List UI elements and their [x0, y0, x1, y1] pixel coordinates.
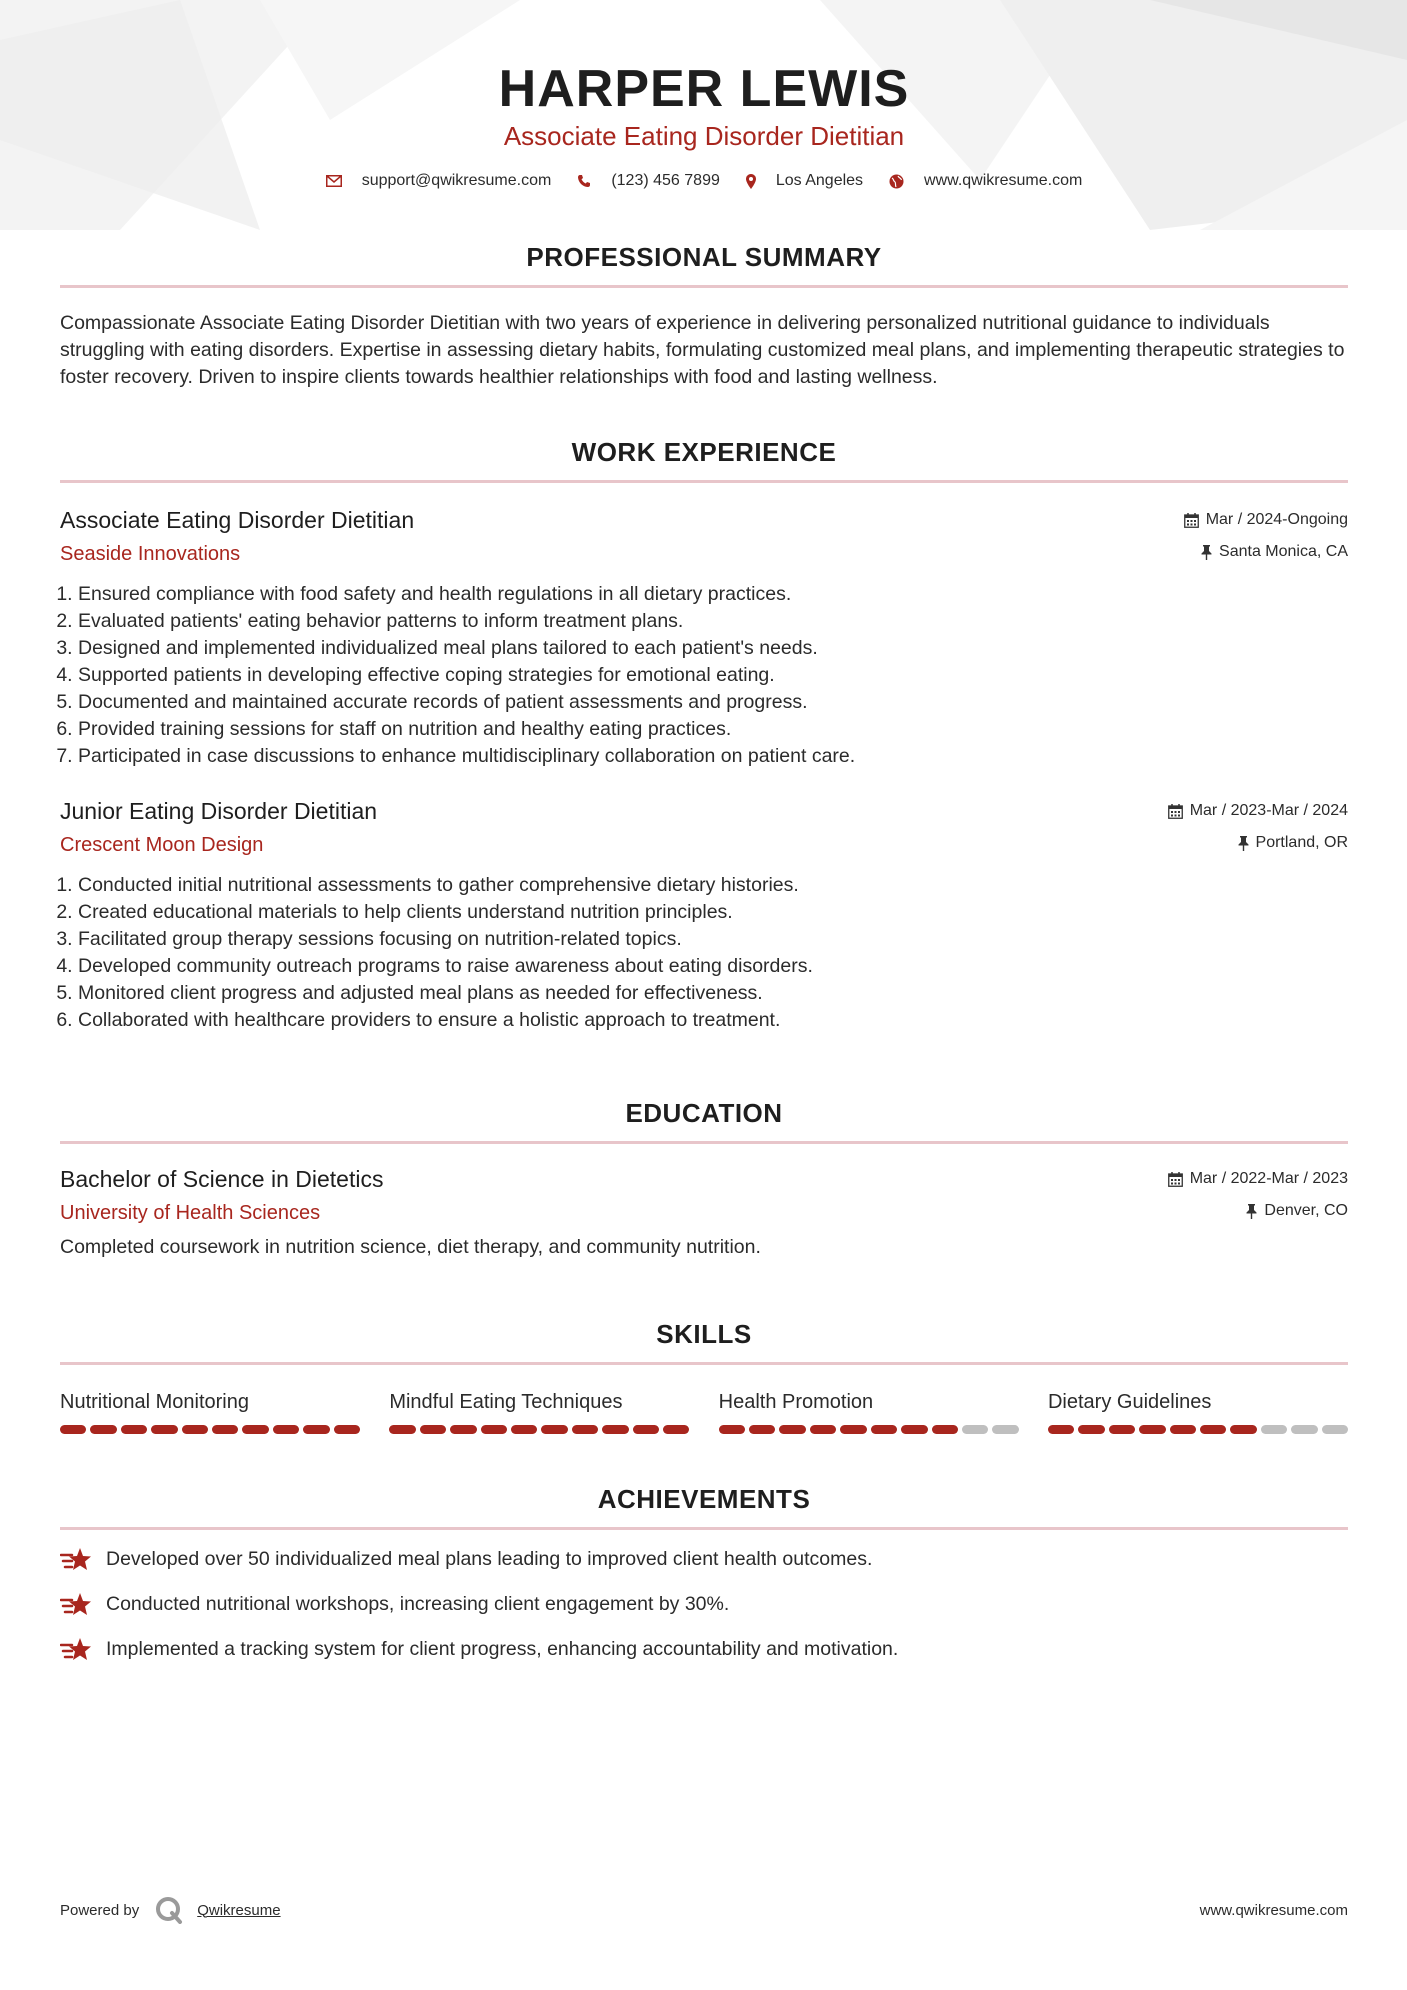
education-entry [60, 1164, 1348, 1261]
skill-segment-filled [334, 1425, 360, 1434]
skill-segment-filled [273, 1425, 299, 1434]
job-dates: Mar / 2024-Ongoing [1205, 511, 1348, 528]
skill-segment-filled [663, 1425, 689, 1434]
contact-website[interactable] [889, 172, 1082, 190]
phone-icon [577, 174, 591, 188]
skill-segment-filled [749, 1425, 775, 1434]
resume-header [60, 0, 1348, 190]
skill-segment-filled [60, 1425, 86, 1434]
duty-item: 4. Developed community outreach programs to raise awareness about eating disorders. [78, 953, 1348, 980]
candidate-name: HARPER LEWIS [498, 60, 910, 118]
skill-item [60, 1389, 360, 1434]
skill-segment-filled [481, 1425, 507, 1434]
job-location: Santa Monica, CA [1219, 543, 1348, 560]
page-footer [60, 1896, 1348, 1924]
education-heading: EDUCATION [60, 1098, 1348, 1144]
skill-segment-filled [541, 1425, 567, 1434]
duty-item: 2. Created educational materials to help clients understand nutrition principles. [78, 899, 1348, 926]
powered-by-label: Powered by [60, 1901, 140, 1919]
skill-segment-filled [182, 1425, 208, 1434]
summary-heading: PROFESSIONAL SUMMARY [60, 242, 1348, 288]
skill-name: Nutritional Monitoring [60, 1391, 249, 1413]
achievement-item [60, 1591, 1348, 1618]
skill-segment-filled [1139, 1425, 1165, 1434]
skill-segment-filled [1200, 1425, 1226, 1434]
achievement-text: Implemented a tracking system for client progress, enhancing accountability and motivation. [106, 1638, 899, 1660]
skill-segment-filled [420, 1425, 446, 1434]
phone-text: (123) 456 7899 [611, 172, 720, 189]
duty-item: 3. Designed and implemented individualized meal plans tailored to each patient's needs. [78, 635, 1348, 662]
website-text: www.qwikresume.com [924, 172, 1083, 189]
footer-website[interactable]: www.qwikresume.com [1199, 1901, 1348, 1919]
school-name: University of Health Sciences [60, 1202, 321, 1224]
job-entry [60, 796, 1348, 1034]
skill-name: Dietary Guidelines [1047, 1391, 1212, 1413]
skills-grid [60, 1389, 1348, 1434]
skill-segment-filled [810, 1425, 836, 1434]
skill-segment-filled [719, 1425, 745, 1434]
skills-heading: SKILLS [60, 1319, 1348, 1365]
duty-item: 1. Conducted initial nutritional assessments to gather comprehensive dietary histories. [78, 872, 1348, 899]
skill-segment-filled [450, 1425, 476, 1434]
location-text: Los Angeles [775, 172, 864, 189]
achievements-heading: ACHIEVEMENTS [60, 1484, 1348, 1530]
job-role: Associate Eating Disorder Dietitian [60, 507, 415, 533]
education-location: Denver, CO [1264, 1202, 1348, 1219]
resume-page [60, 0, 1348, 1681]
skill-segment-filled [572, 1425, 598, 1434]
envelope-icon [326, 175, 342, 187]
skill-segment-empty [1291, 1425, 1317, 1434]
achievement-text: Developed over 50 individualized meal plans leading to improved client health outcomes. [106, 1548, 873, 1570]
pushpin-icon [1238, 836, 1249, 851]
skill-name: Health Promotion [718, 1391, 874, 1413]
globe-icon [889, 174, 904, 189]
contact-location [746, 172, 863, 190]
achievement-text: Conducted nutritional workshops, increasing client engagement by 30%. [106, 1593, 730, 1615]
job-company: Crescent Moon Design [60, 834, 264, 856]
education-section [60, 1098, 1348, 1261]
skill-level-bar [1048, 1425, 1348, 1434]
qwikresume-logo-icon [155, 1896, 183, 1924]
education-dates: Mar / 2022-Mar / 2023 [1189, 1170, 1348, 1187]
experience-heading: WORK EXPERIENCE [60, 437, 1348, 483]
job-duties [60, 872, 1348, 1034]
duty-item: 2. Evaluated patients' eating behavior patterns to inform treatment plans. [78, 608, 1348, 635]
skill-segment-filled [1170, 1425, 1196, 1434]
job-location: Portland, OR [1255, 834, 1348, 851]
map-pin-icon [746, 174, 756, 189]
skill-level-bar [389, 1425, 689, 1434]
skill-segment-filled [511, 1425, 537, 1434]
job-company: Seaside Innovations [60, 543, 241, 565]
skill-segment-empty [962, 1425, 988, 1434]
skill-segment-filled [901, 1425, 927, 1434]
skill-item [389, 1389, 689, 1434]
shooting-star-icon [60, 1592, 92, 1618]
skill-segment-empty [1261, 1425, 1287, 1434]
calendar-icon [1184, 513, 1199, 528]
duty-item: 7. Participated in case discussions to enhance multidisciplinary collaboration on patient care. [78, 743, 1348, 770]
skill-segment-filled [121, 1425, 147, 1434]
skill-segment-filled [242, 1425, 268, 1434]
skill-segment-filled [779, 1425, 805, 1434]
contact-bar [60, 172, 1348, 190]
skill-segment-filled [633, 1425, 659, 1434]
calendar-icon [1168, 1172, 1183, 1187]
skill-segment-filled [871, 1425, 897, 1434]
skill-name: Mindful Eating Techniques [389, 1391, 623, 1413]
skill-level-bar [719, 1425, 1019, 1434]
duty-item: 6. Provided training sessions for staff on nutrition and healthy eating practices. [78, 716, 1348, 743]
skill-segment-filled [1048, 1425, 1074, 1434]
powered-by [60, 1896, 281, 1924]
shooting-star-icon [60, 1637, 92, 1663]
achievement-item [60, 1636, 1348, 1663]
skill-item [719, 1389, 1019, 1434]
skill-segment-filled [212, 1425, 238, 1434]
summary-text: Compassionate Associate Eating Disorder Dietitian with two years of experience in delivering personalized nutritional guidance to individuals struggling with eating disorders. Expertise in assessing dietary habits, formulating customized meal plans, and implementing therapeutic strategies to foster recovery. Driven to inspire clients towards healthier relationships with food and lasting wellness. [60, 312, 1345, 388]
duty-item: 3. Facilitated group therapy sessions focusing on nutrition-related topics. [78, 926, 1348, 953]
skill-segment-filled [1230, 1425, 1256, 1434]
skill-level-bar [60, 1425, 360, 1434]
achievements-list [60, 1546, 1348, 1663]
job-role: Junior Eating Disorder Dietitian [60, 798, 378, 824]
skill-segment-filled [840, 1425, 866, 1434]
qwikresume-link[interactable]: Qwikresume [197, 1901, 281, 1919]
skill-segment-filled [151, 1425, 177, 1434]
pushpin-icon [1201, 545, 1212, 560]
job-dates: Mar / 2023-Mar / 2024 [1189, 802, 1348, 819]
duty-item: 1. Ensured compliance with food safety and health regulations in all dietary practices. [78, 581, 1348, 608]
skill-segment-filled [1078, 1425, 1104, 1434]
duty-item: 5. Monitored client progress and adjusted meal plans as needed for effectiveness. [78, 980, 1348, 1007]
summary-section [60, 242, 1348, 391]
duty-item: 6. Collaborated with healthcare providers to ensure a holistic approach to treatment. [78, 1007, 1348, 1034]
skills-section [60, 1319, 1348, 1434]
skill-segment-empty [992, 1425, 1018, 1434]
email-text: support@qwikresume.com [361, 172, 552, 189]
skill-segment-filled [602, 1425, 628, 1434]
education-description: Completed coursework in nutrition science, diet therapy, and community nutrition. [60, 1236, 761, 1258]
achievements-section [60, 1484, 1348, 1663]
contact-phone[interactable] [577, 172, 720, 190]
skill-segment-filled [303, 1425, 329, 1434]
job-entry [60, 505, 1348, 770]
candidate-title: Associate Eating Disorder Dietitian [503, 121, 905, 151]
degree-name: Bachelor of Science in Dietetics [60, 1166, 384, 1192]
skill-segment-filled [90, 1425, 116, 1434]
duty-item: 4. Supported patients in developing effective coping strategies for emotional eating. [78, 662, 1348, 689]
skill-item [1048, 1389, 1348, 1434]
skill-segment-empty [1322, 1425, 1348, 1434]
contact-email[interactable] [326, 172, 552, 190]
pushpin-icon [1246, 1204, 1257, 1219]
achievement-item [60, 1546, 1348, 1573]
skill-segment-filled [1109, 1425, 1135, 1434]
shooting-star-icon [60, 1547, 92, 1573]
duty-item: 5. Documented and maintained accurate records of patient assessments and progress. [78, 689, 1348, 716]
calendar-icon [1168, 804, 1183, 819]
experience-section [60, 437, 1348, 1034]
job-duties [60, 581, 1348, 770]
skill-segment-filled [932, 1425, 958, 1434]
skill-segment-filled [389, 1425, 415, 1434]
